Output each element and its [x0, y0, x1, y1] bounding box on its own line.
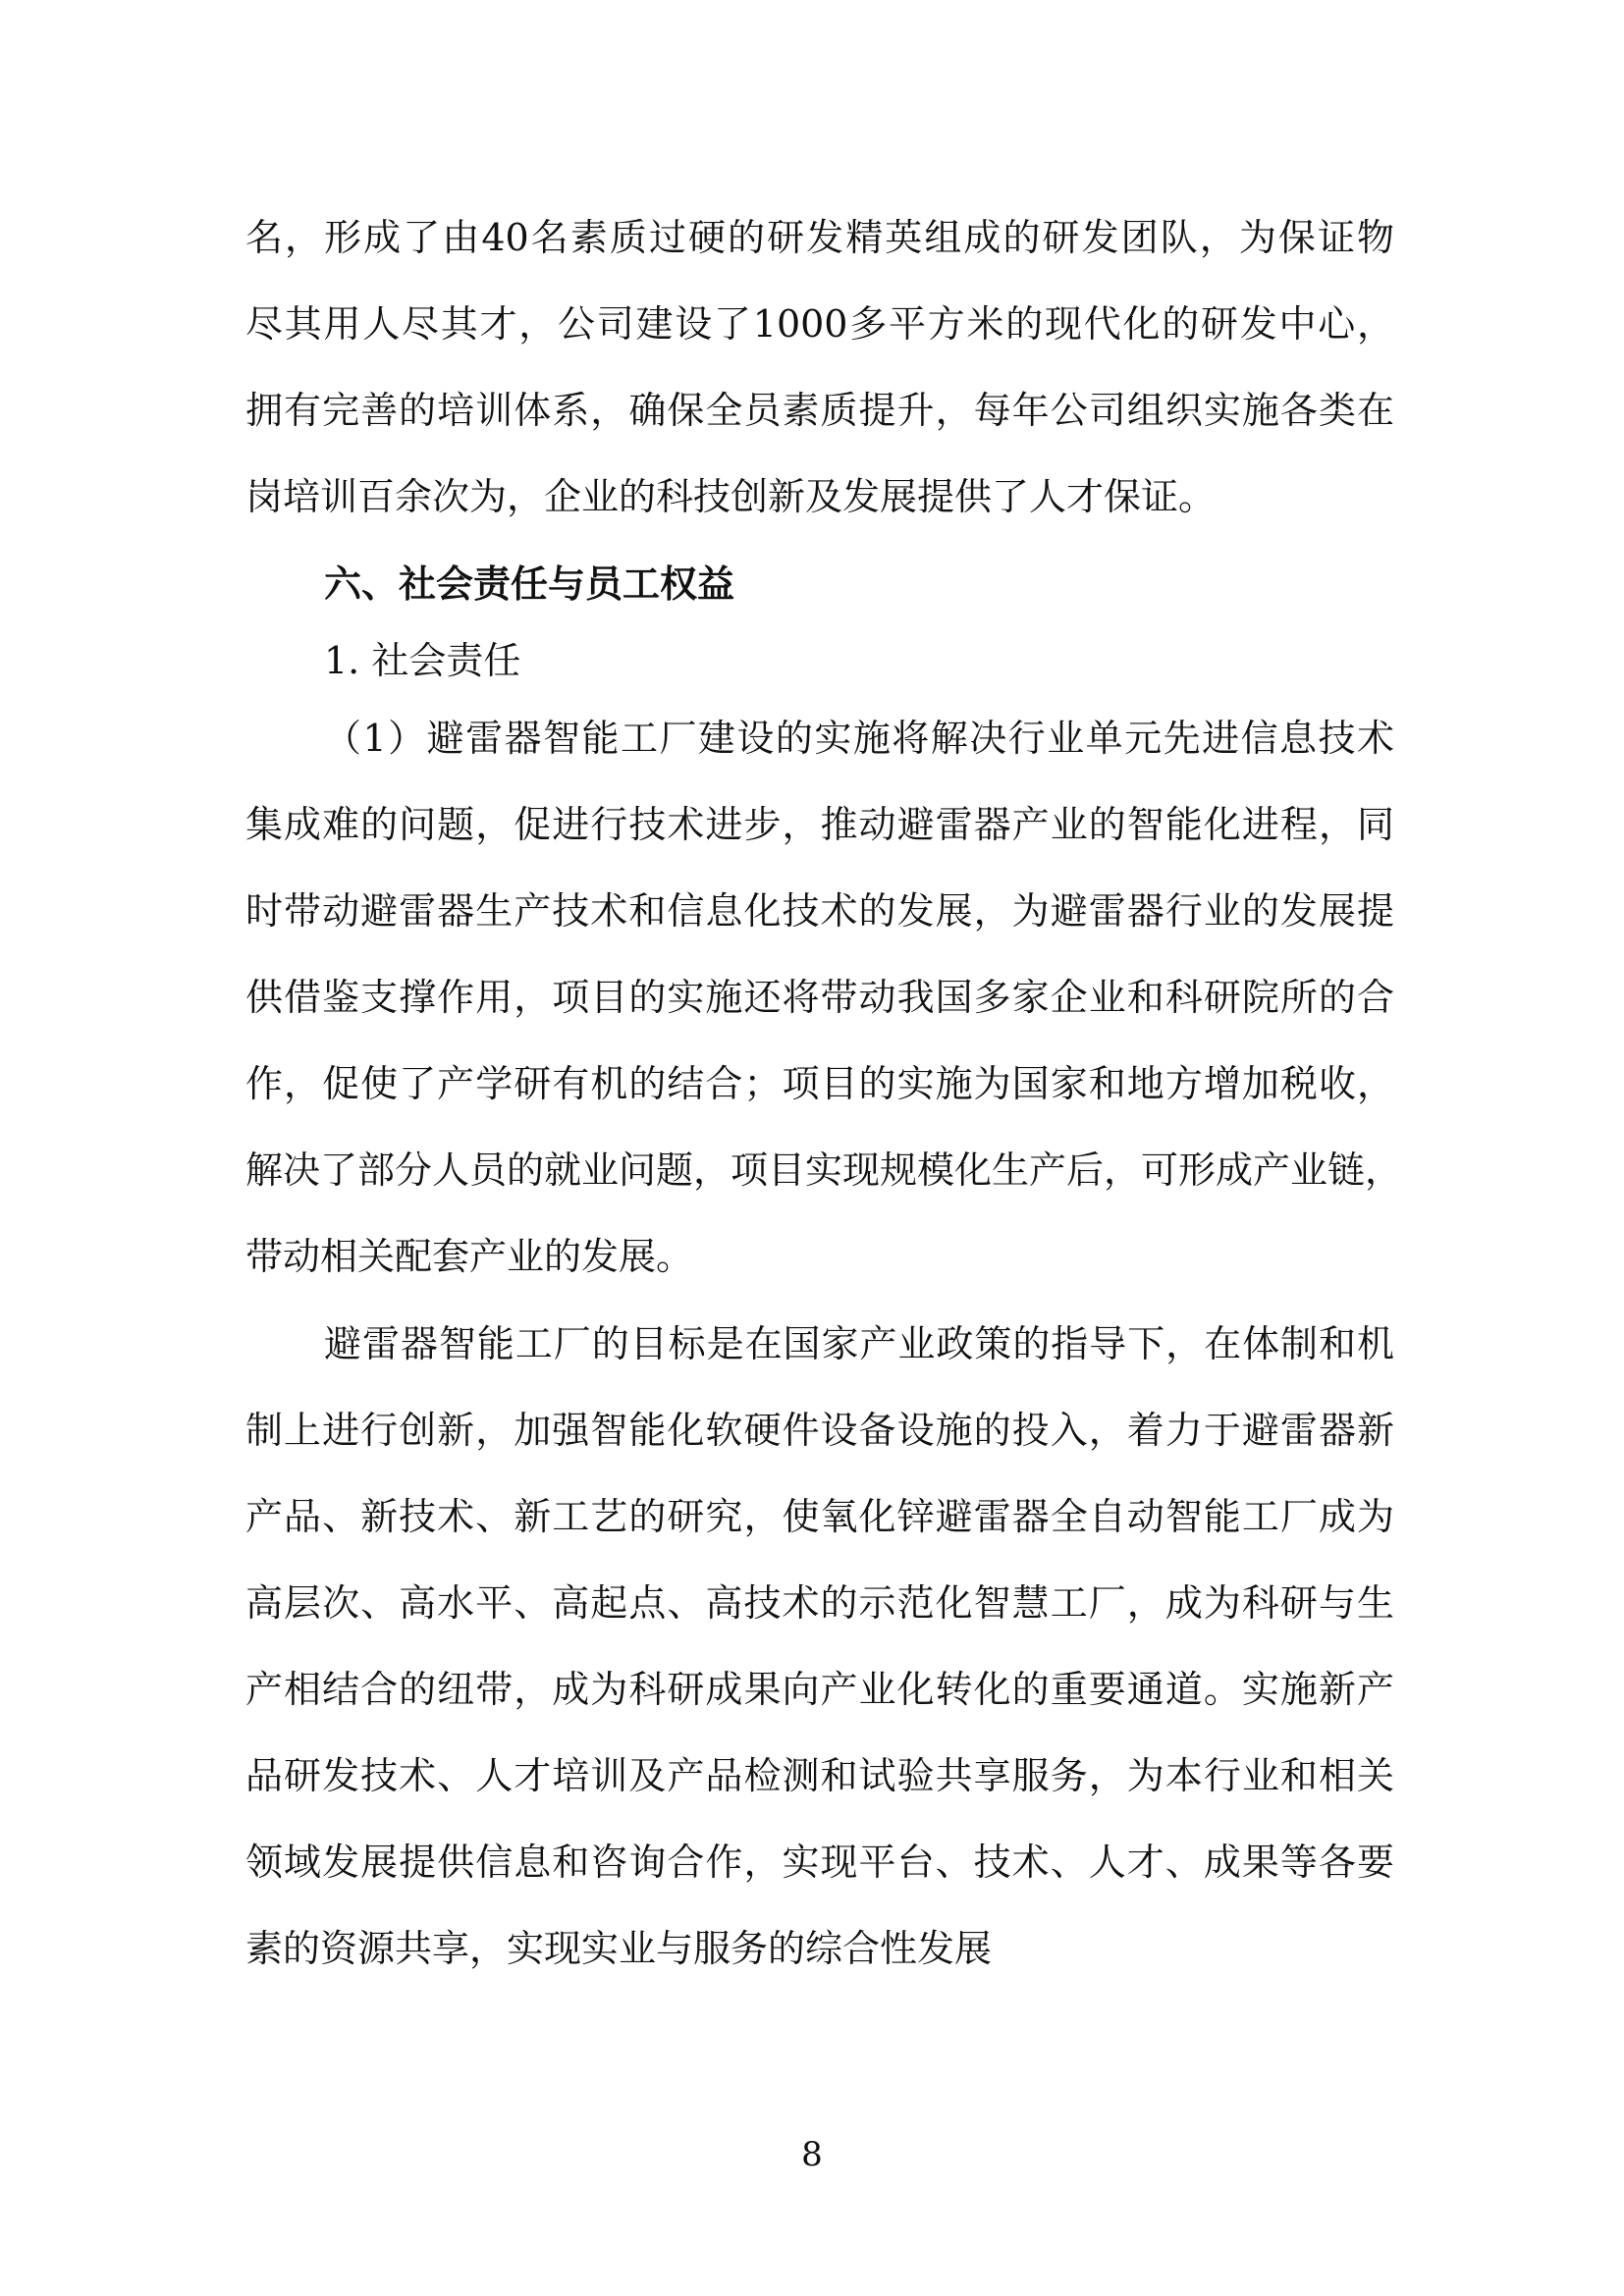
- paragraph-line: （1）避雷器智能工厂建设的实施将解决行业单元先进信息技术: [324, 717, 1394, 760]
- paragraph-line: 制上进行创新，加强智能化软硬件设备设施的投入，着力于避雷器新: [245, 1409, 1394, 1452]
- paragraph-line: 带动相关配套产业的发展。: [245, 1235, 694, 1278]
- section-heading: 六、社会责任与员工权益: [324, 561, 735, 606]
- subsection-heading: 1. 社会责任: [324, 639, 521, 682]
- paragraph-line: 集成难的问题，促进行技术进步，推动避雷器产业的智能化进程，同: [245, 803, 1394, 846]
- paragraph-line: 时带动避雷器生产技术和信息化技术的发展，为避雷器行业的发展提: [245, 889, 1394, 933]
- page-number: 8: [801, 2135, 823, 2174]
- paragraph-line: 避雷器智能工厂的目标是在国家产业政策的指导下，在体制和机: [324, 1322, 1394, 1365]
- paragraph-line: 供借鉴支撑作用，项目的实施还将带动我国多家企业和科研院所的合: [245, 976, 1394, 1019]
- paragraph-line: 拥有完善的培训体系，确保全员素质提升，每年公司组织实施各类在: [245, 389, 1394, 432]
- paragraph-line: 产相结合的纽带，成为科研成果向产业化转化的重要通道。实施新产: [245, 1668, 1394, 1711]
- paragraph-line: 产品、新技术、新工艺的研究，使氧化锌避雷器全自动智能工厂成为: [245, 1495, 1394, 1538]
- paragraph-line: 尽其用人尽其才，公司建设了1000多平方米的现代化的研发中心，: [245, 302, 1394, 346]
- paragraph-line: 高层次、高水平、高起点、高技术的示范化智慧工厂，成为科研与生: [245, 1581, 1394, 1625]
- paragraph-line: 作，促使了产学研有机的结合；项目的实施为国家和地方增加税收，: [245, 1062, 1394, 1105]
- paragraph-line: 解决了部分人员的就业问题，项目实现规模化生产后，可形成产业链，: [245, 1148, 1403, 1192]
- paragraph-line: 岗培训百余次为，企业的科技创新及发展提供了人才保证。: [245, 475, 1217, 518]
- paragraph-line: 品研发技术、人才培训及产品检测和试验共享服务，为本行业和相关: [245, 1754, 1394, 1797]
- paragraph-line: 领域发展提供信息和咨询合作，实现平台、技术、人才、成果等各要: [245, 1841, 1394, 1884]
- paragraph-line: 素的资源共享，实现实业与服务的综合性发展: [245, 1927, 993, 1970]
- paragraph-line: 名，形成了由40名素质过硬的研发精英组成的研发团队，为保证物: [245, 216, 1394, 259]
